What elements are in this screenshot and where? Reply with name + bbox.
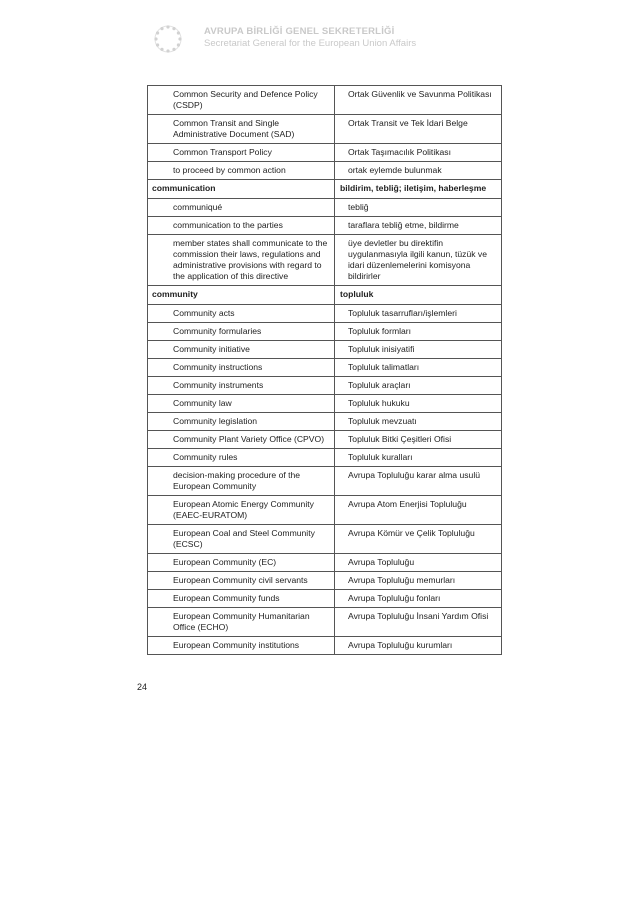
term-english: to proceed by common action: [164, 162, 335, 180]
term-turkish: Topluluk talimatları: [335, 359, 502, 377]
headword-turkish: topluluk: [335, 286, 502, 305]
term-english: Community instructions: [164, 359, 335, 377]
glossary-headword-row: [148, 286, 502, 305]
glossary-term-row: [148, 115, 502, 144]
indent-cell: [148, 395, 165, 413]
glossary-term-row: [148, 554, 502, 572]
glossary-term-row: [148, 377, 502, 395]
eu-stars-logo: [150, 22, 190, 56]
glossary-term-row: [148, 144, 502, 162]
term-turkish: ortak eylemde bulunmak: [335, 162, 502, 180]
term-english: decision-making procedure of the European Community: [164, 467, 335, 496]
term-turkish: Avrupa Atom Enerjisi Topluluğu: [335, 496, 502, 525]
term-english: Community formularies: [164, 323, 335, 341]
glossary-headword-row: [148, 180, 502, 199]
indent-cell: [148, 86, 165, 115]
glossary-term-row: [148, 235, 502, 286]
glossary-term-row: [148, 525, 502, 554]
term-english: Community instruments: [164, 377, 335, 395]
glossary-term-row: [148, 413, 502, 431]
term-turkish: Avrupa Topluluğu karar alma usulü: [335, 467, 502, 496]
indent-cell: [148, 413, 165, 431]
term-turkish: Topluluk inisiyatifi: [335, 341, 502, 359]
glossary-term-row: [148, 431, 502, 449]
glossary-term-row: [148, 572, 502, 590]
glossary-term-row: [148, 217, 502, 235]
term-english: European Community funds: [164, 590, 335, 608]
glossary-term-row: [148, 637, 502, 655]
term-english: Community Plant Variety Office (CPVO): [164, 431, 335, 449]
indent-cell: [148, 431, 165, 449]
glossary-term-row: [148, 449, 502, 467]
indent-cell: [148, 590, 165, 608]
term-english: Common Transport Policy: [164, 144, 335, 162]
term-english: communiqué: [164, 199, 335, 217]
indent-cell: [148, 217, 165, 235]
indent-cell: [148, 637, 165, 655]
page-number: 24: [137, 682, 148, 692]
glossary-term-row: [148, 199, 502, 217]
indent-cell: [148, 525, 165, 554]
term-turkish: Avrupa Kömür ve Çelik Topluluğu: [335, 525, 502, 554]
glossary-term-row: [148, 305, 502, 323]
term-english: Common Security and Defence Policy (CSDP): [164, 86, 335, 115]
term-turkish: Topluluk tasarrufları/işlemleri: [335, 305, 502, 323]
indent-cell: [148, 554, 165, 572]
term-english: European Community Humanitarian Office (ECHO): [164, 608, 335, 637]
term-turkish: Avrupa Topluluğu memurları: [335, 572, 502, 590]
header-title: AVRUPA BİRLİĞİ GENEL SEKRETERLİĞİ: [204, 26, 395, 37]
term-turkish: tebliğ: [335, 199, 502, 217]
term-turkish: Ortak Taşımacılık Politikası: [335, 144, 502, 162]
term-english: communication to the parties: [164, 217, 335, 235]
glossary-term-row: [148, 467, 502, 496]
term-english: Community legislation: [164, 413, 335, 431]
page-header: [150, 22, 570, 56]
term-turkish: Avrupa Topluluğu: [335, 554, 502, 572]
glossary-term-row: [148, 395, 502, 413]
headword-english: communication: [148, 180, 335, 199]
term-english: European Coal and Steel Community (ECSC): [164, 525, 335, 554]
term-english: Community rules: [164, 449, 335, 467]
glossary-term-row: [148, 359, 502, 377]
header-subtitle: Secretariat General for the European Union Affairs: [204, 38, 417, 49]
glossary-body: [148, 86, 502, 655]
glossary-term-row: [148, 496, 502, 525]
term-turkish: Topluluk kuralları: [335, 449, 502, 467]
term-turkish: Avrupa Topluluğu İnsani Yardım Ofisi: [335, 608, 502, 637]
term-turkish: Ortak Transit ve Tek İdari Belge: [335, 115, 502, 144]
glossary-term-row: [148, 590, 502, 608]
indent-cell: [148, 323, 165, 341]
term-turkish: Avrupa Topluluğu kurumları: [335, 637, 502, 655]
term-english: Common Transit and Single Administrative Document (SAD): [164, 115, 335, 144]
term-turkish: Ortak Güvenlik ve Savunma Politikası: [335, 86, 502, 115]
glossary-term-row: [148, 341, 502, 359]
term-turkish: Avrupa Topluluğu fonları: [335, 590, 502, 608]
indent-cell: [148, 235, 165, 286]
indent-cell: [148, 467, 165, 496]
glossary-term-row: [148, 162, 502, 180]
indent-cell: [148, 162, 165, 180]
glossary-term-row: [148, 608, 502, 637]
indent-cell: [148, 377, 165, 395]
indent-cell: [148, 496, 165, 525]
indent-cell: [148, 305, 165, 323]
indent-cell: [148, 608, 165, 637]
term-turkish: üye devletler bu direktifin uygulanmasıyla ilgili kanun, tüzük ve idari düzenlemelerini komisyona bildirirler: [335, 235, 502, 286]
glossary-term-row: [148, 323, 502, 341]
term-english: European Community (EC): [164, 554, 335, 572]
indent-cell: [148, 572, 165, 590]
indent-cell: [148, 359, 165, 377]
term-turkish: Topluluk formları: [335, 323, 502, 341]
headword-english: community: [148, 286, 335, 305]
term-english: European Community civil servants: [164, 572, 335, 590]
term-turkish: Topluluk Bitki Çeşitleri Ofisi: [335, 431, 502, 449]
term-english: Community law: [164, 395, 335, 413]
term-english: European Atomic Energy Community (EAEC-EURATOM): [164, 496, 335, 525]
indent-cell: [148, 199, 165, 217]
term-english: member states shall communicate to the commission their laws, regulations and administrative provisions with regard to the application of this directive: [164, 235, 335, 286]
term-english: Community initiative: [164, 341, 335, 359]
headword-turkish: bildirim, tebliğ; iletişim, haberleşme: [335, 180, 502, 199]
term-english: European Community institutions: [164, 637, 335, 655]
indent-cell: [148, 144, 165, 162]
glossary-term-row: [148, 86, 502, 115]
indent-cell: [148, 449, 165, 467]
indent-cell: [148, 115, 165, 144]
term-turkish: taraflara tebliğ etme, bildirme: [335, 217, 502, 235]
indent-cell: [148, 341, 165, 359]
term-turkish: Topluluk mevzuatı: [335, 413, 502, 431]
term-turkish: Topluluk araçları: [335, 377, 502, 395]
term-turkish: Topluluk hukuku: [335, 395, 502, 413]
glossary-table: [147, 85, 502, 655]
term-english: Community acts: [164, 305, 335, 323]
